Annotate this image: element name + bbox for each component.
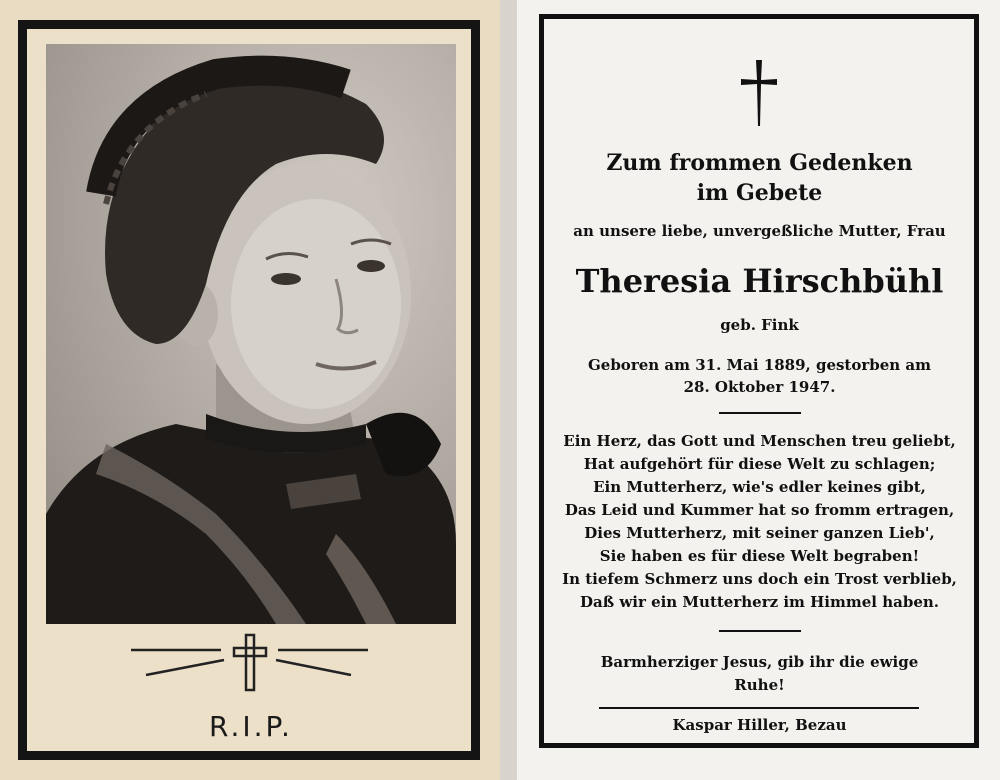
prayer-line-1: Barmherziger Jesus, gib ihr die ewige	[600, 653, 919, 671]
prayer-line-2: Ruhe!	[734, 676, 785, 694]
dates-line-1: Geboren am 31. Mai 1889, gestorben am	[587, 356, 932, 374]
verse-line: Daß wir ein Mutterherz im Himmel haben.	[579, 593, 939, 611]
divider	[719, 630, 801, 632]
deceased-name: Theresia Hirschbühl	[575, 262, 944, 300]
verse-line: Ein Herz, das Gott und Menschen treu geliebt,	[563, 432, 956, 450]
dates-line-2: 28. Oktober 1947.	[683, 378, 836, 396]
portrait-photo	[46, 44, 456, 624]
verse-line: Das Leid und Kummer hat so fromm ertragen,	[564, 501, 955, 519]
printer-credit: Kaspar Hiller, Bezau	[672, 716, 847, 734]
cross-icon	[517, 58, 1000, 132]
verse-line: Hat aufgehört für diese Welt zu schlagen;	[583, 455, 936, 473]
cross-rays-icon	[46, 630, 456, 710]
divider	[719, 412, 801, 414]
memorial-text-card	[517, 0, 1000, 780]
verse-line: Ein Mutterherz, wie's edler keines gibt,	[593, 478, 926, 496]
heading-line-1: Zum frommen Gedenken	[606, 150, 913, 176]
maiden-name: geb. Fink	[720, 316, 799, 334]
heading-line-2: im Gebete	[696, 180, 823, 206]
verse-line: Sie haben es für diese Welt begraben!	[599, 547, 920, 565]
rip-label: R.I.P.	[209, 710, 293, 743]
verse-line: Dies Mutterherz, mit seiner ganzen Lieb',	[584, 524, 935, 542]
rip-section	[46, 630, 456, 750]
dedication-text: an unsere liebe, unvergeßliche Mutter, Frau	[573, 222, 946, 240]
verse-line: In tiefem Schmerz uns doch ein Trost verblieb,	[562, 570, 957, 588]
divider	[599, 707, 919, 709]
